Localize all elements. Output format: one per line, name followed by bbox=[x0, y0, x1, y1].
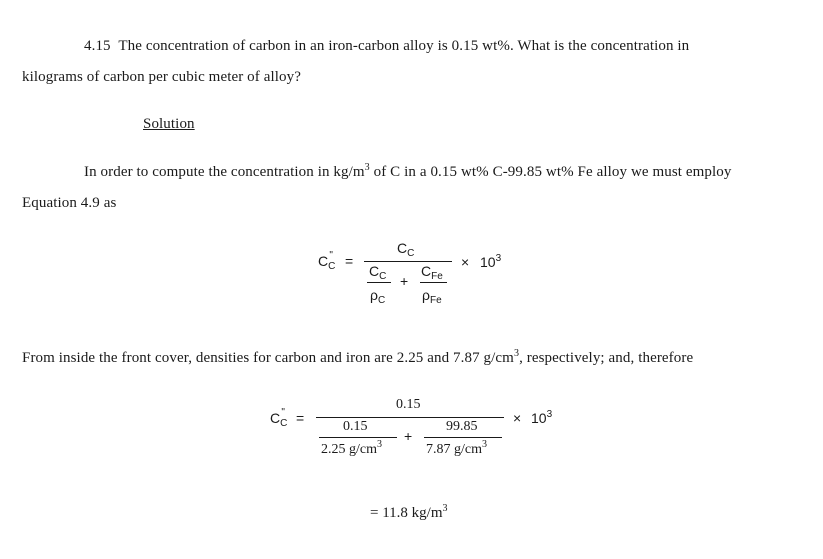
eq1-term1-denominator: $\rho_C$ bbox=[370, 287, 386, 306]
paragraph-1-line-2: Equation 4.9 as bbox=[22, 195, 117, 211]
eq2-equals: = bbox=[296, 410, 305, 426]
eq1-term1-bar bbox=[367, 282, 391, 283]
eq2-main-fraction-bar bbox=[316, 417, 504, 418]
paragraph-2 bbox=[22, 350, 693, 367]
para2-text-pre: From inside the front cover, densities for carbon and iron are 2.25 and 7.87 g/cm bbox=[22, 350, 514, 366]
para2-sup: 3 bbox=[513, 348, 520, 359]
problem-text: The concentration of carbon in an iron-carbon alloy is 0.15 wt%. What is the concentration in bbox=[118, 38, 690, 54]
para2-text-post: , respectively; and, therefore bbox=[519, 350, 694, 366]
eq2-numerator: 0.15 bbox=[396, 397, 421, 412]
eq1-times: × bbox=[461, 254, 470, 270]
result: = 11.8 $kg/m^3$ bbox=[370, 503, 448, 521]
eq2-term1-numerator: 0.15 bbox=[343, 419, 368, 434]
eq1-plus: + bbox=[400, 273, 409, 289]
eq2-lhs: $C_C^"$ bbox=[270, 407, 288, 429]
eq2-term2-bar bbox=[424, 437, 502, 438]
eq2-plus: + bbox=[404, 428, 413, 444]
problem-number: 4.15 bbox=[84, 38, 111, 54]
eq1-numerator: $C_C$ bbox=[397, 240, 415, 259]
para1-text-pre: In order to compute the concentration in kg/m bbox=[84, 164, 365, 180]
eq1-factor: $10^3$ bbox=[480, 253, 502, 270]
eq1-lhs: $C_C^"$ bbox=[318, 250, 336, 272]
para1-sup: 3 bbox=[364, 162, 370, 173]
solution-heading: Solution bbox=[143, 116, 195, 132]
problem-line-2: kilograms of carbon per cubic meter of alloy? bbox=[22, 69, 301, 85]
para1-text-post: of C in a 0.15 wt% C-99.85 wt% Fe alloy we must employ bbox=[369, 164, 732, 180]
problem-line-1 bbox=[84, 38, 689, 55]
paragraph-1-line-1 bbox=[84, 164, 732, 181]
eq2-term1-denominator: 2.25 $g/cm^3$ bbox=[321, 439, 382, 457]
eq1-term2-bar bbox=[420, 282, 447, 283]
eq2-factor: $10^3$ bbox=[531, 409, 553, 426]
eq1-term1-numerator: $C_C$ bbox=[369, 263, 387, 282]
eq1-equals: = bbox=[345, 253, 354, 269]
eq1-term2-denominator: $\rho_{Fe}$ bbox=[422, 287, 442, 306]
eq1-main-fraction-bar bbox=[364, 261, 452, 262]
eq1-term2-numerator: $C_{Fe}$ bbox=[421, 263, 443, 282]
eq2-times: × bbox=[513, 410, 522, 426]
eq2-term2-denominator: 7.87 $g/cm^3$ bbox=[426, 439, 487, 457]
eq2-term1-bar bbox=[319, 437, 397, 438]
eq2-term2-numerator: 99.85 bbox=[446, 419, 478, 434]
